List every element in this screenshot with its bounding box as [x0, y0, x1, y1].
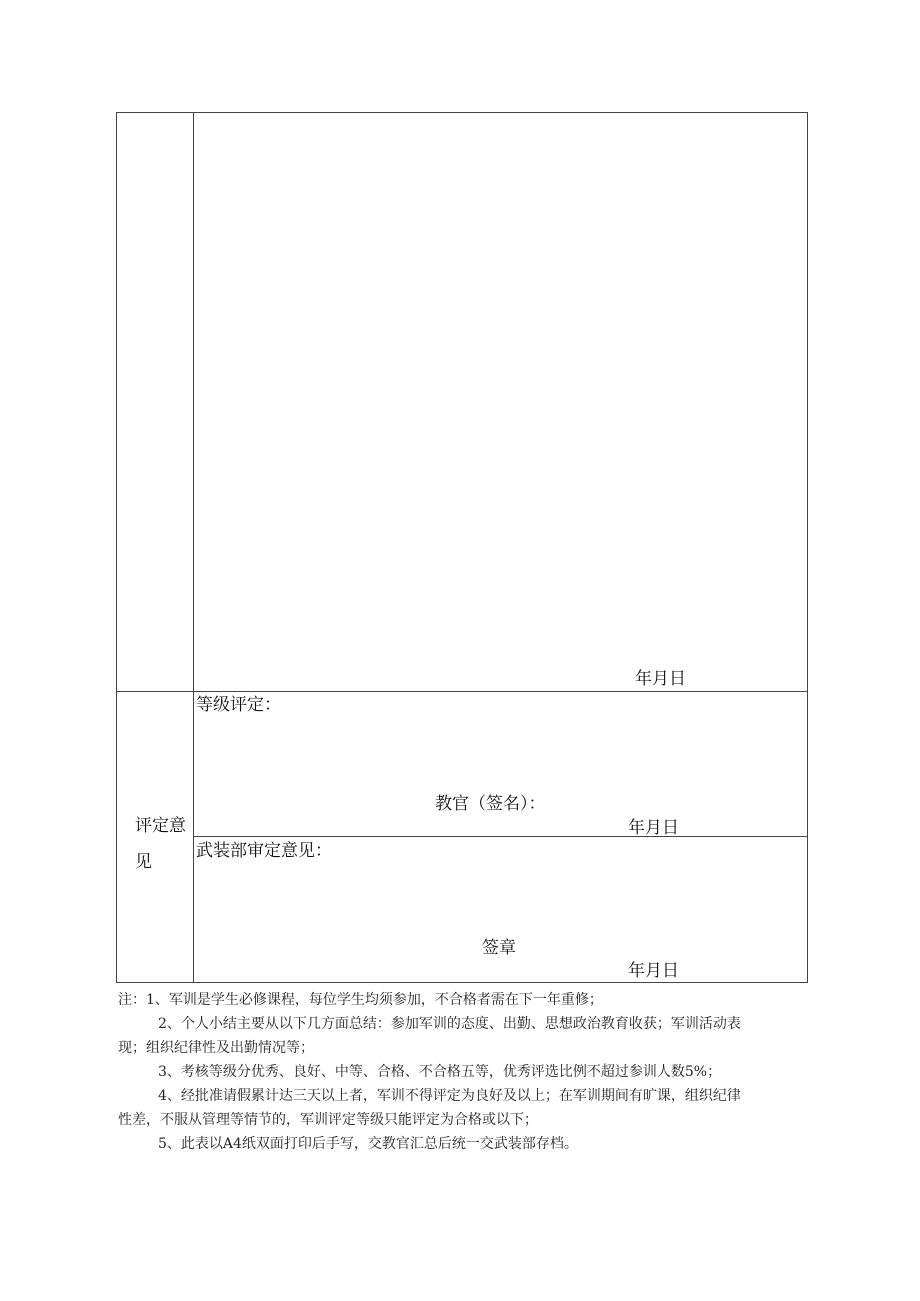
armed-dept-title: 武装部审定意见：	[196, 841, 332, 861]
table-border-top	[116, 112, 808, 113]
row-divider-evaluation	[193, 836, 808, 837]
note-4-line1: 4、经批准请假累计达三天以上者，军训不得评定为良好及以上；在军训期间有旷课，组织纪律	[158, 1088, 741, 1104]
note-2-line1: 2、个人小结主要从以下几方面总结：参加军训的态度、出勤、思想政治教育收获；军训活动表	[158, 1016, 741, 1032]
seal-label: 签章	[482, 938, 516, 958]
grade-title: 等级评定：	[196, 695, 281, 715]
note-5: 5、此表以A4纸双面打印后手写，交教官汇总后统一交武装部存档。	[158, 1136, 578, 1152]
armed-dept-date-label: 年月日	[628, 961, 679, 981]
note-1: 注：1、军训是学生必修课程，每位学生均须参加，不合格者需在下一年重修；	[118, 992, 603, 1008]
evaluation-row-label-line1: 评定意	[135, 816, 186, 836]
note-4-line2: 性差，不服从管理等情节的，军训评定等级只能评定为合格或以下；	[118, 1112, 538, 1128]
row-divider-summary	[116, 691, 808, 692]
table-border-bottom	[116, 982, 808, 983]
form-table	[116, 112, 808, 983]
evaluation-row-label-line2: 见	[135, 852, 152, 872]
note-2-line2: 现；组织纪律性及出勤情况等；	[118, 1040, 314, 1056]
table-border-right	[807, 112, 808, 983]
grade-date-label: 年月日	[628, 818, 679, 838]
note-3: 3、考核等级分优秀、良好、中等、合格、不合格五等，优秀评选比例不超过参训人数5%；	[158, 1064, 722, 1080]
summary-date-label: 年月日	[635, 669, 686, 689]
table-border-left	[116, 112, 117, 983]
notes-section	[118, 988, 808, 1156]
instructor-sign-label: 教官（签名）：	[435, 794, 546, 814]
column-divider	[193, 112, 194, 983]
